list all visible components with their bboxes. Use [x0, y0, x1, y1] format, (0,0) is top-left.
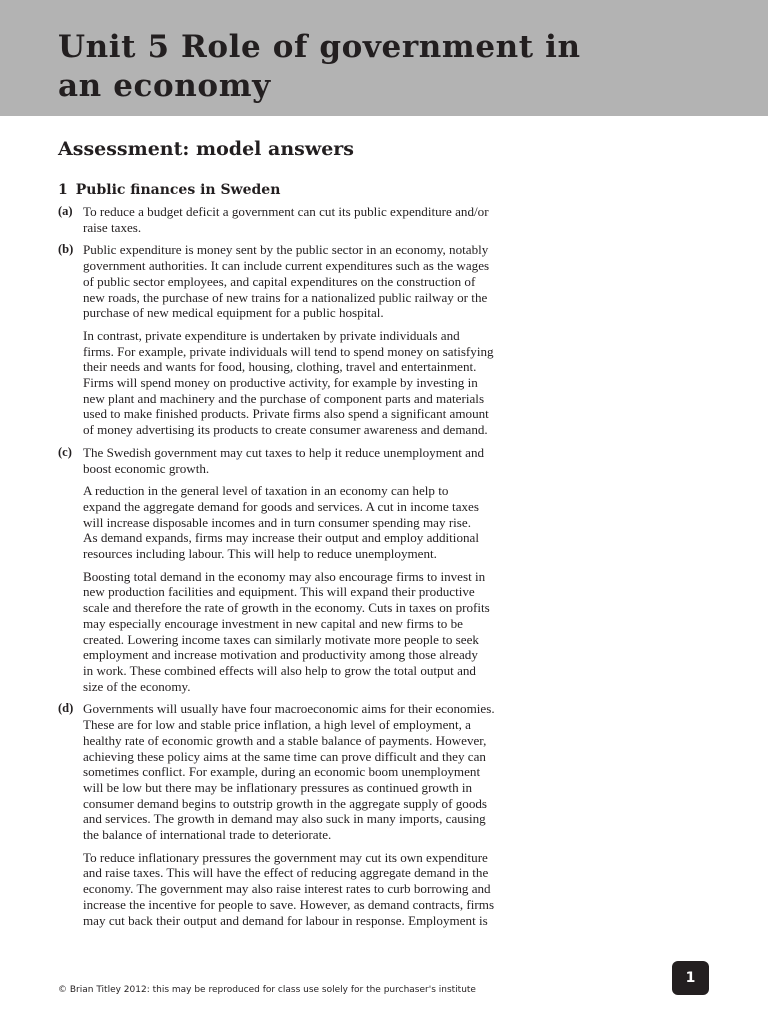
answer-label: (b)	[58, 242, 74, 257]
text-line: Governments will usually have four macroeconomic aims for their economies.	[83, 701, 495, 717]
text-line: their needs and wants for food, housing, clothing, travel and entertainment.	[83, 359, 477, 375]
text-line: expand the aggregate demand for goods and services. A cut in income taxes	[83, 498, 479, 514]
unit-title-line: Unit 5 Role of government in	[58, 29, 581, 65]
answer-paragraph	[83, 204, 558, 235]
text-line: may especially encourage investment in new capital and new firms to be	[83, 615, 463, 631]
answer-paragraph	[83, 569, 558, 695]
text-line: achieving these policy aims at the same time can prove difficult and they can	[83, 748, 486, 764]
text-line: economy. The government may also raise interest rates to curb borrowing and	[83, 881, 491, 897]
answer-item	[58, 242, 558, 437]
text-line: will increase disposable incomes and in turn consumer spending may rise.	[83, 514, 471, 530]
text-line: sometimes conflict. For example, during an economic boom unemployment	[83, 764, 481, 780]
answer-paragraph	[83, 850, 558, 929]
answer-item	[58, 204, 558, 235]
text-line: Public expenditure is money sent by the public sector in an economy, notably	[83, 242, 489, 258]
text-line: Boosting total demand in the economy may also encourage firms to invest in	[83, 568, 486, 584]
question-heading	[58, 180, 280, 200]
answer-paragraph	[83, 328, 558, 438]
text-line: The Swedish government may cut taxes to help it reduce unemployment and	[83, 444, 485, 460]
answers-list	[58, 204, 558, 935]
answer-paragraph	[83, 701, 558, 842]
text-line: scale and therefore the rate of growth in the economy. Cuts in taxes on profits	[83, 600, 490, 616]
text-line: government authorities. It can include current expenditures such as the wages	[83, 258, 490, 274]
text-line: of public sector employees, and capital expenditures on the construction of	[83, 273, 476, 289]
answer-paragraph	[83, 242, 558, 321]
text-line: A reduction in the general level of taxation in an economy can help to	[83, 483, 449, 499]
text-line: size of the economy.	[83, 678, 191, 694]
unit-title-line: an economy	[58, 68, 271, 104]
text-line: raise taxes.	[83, 219, 142, 235]
text-line: created. Lowering income taxes can similarly motivate more people to seek	[83, 631, 479, 647]
text-line: Firms will spend money on productive activity, for example by investing in	[83, 375, 478, 391]
question-title: Public finances in Sweden	[75, 182, 281, 198]
text-line: To reduce a budget deficit a government can cut its public expenditure and/or	[83, 204, 489, 219]
text-line: may cut back their output and demand for labour in response. Employment is	[83, 912, 488, 928]
section-title: Assessment: model answers	[58, 138, 354, 160]
text-line: new plant and machinery and the purchase of component parts and materials	[83, 390, 485, 406]
text-line: of money advertising its products to create consumer awareness and demand.	[83, 422, 488, 438]
text-line: and raise taxes. This will have the effect of reducing aggregate demand in the	[83, 865, 489, 881]
answer-body	[83, 242, 558, 437]
text-line: purchase of new medical equipment for a public hospital.	[83, 305, 384, 321]
text-line: These are for low and stable price inflation, a high level of employment, a	[83, 717, 471, 733]
answer-paragraph	[83, 445, 558, 476]
text-line: employment and increase motivation and productivity among those already	[83, 647, 478, 663]
text-line: resources including labour. This will help to reduce unemployment.	[83, 546, 437, 562]
answer-label: (c)	[58, 444, 72, 459]
answer-item	[58, 445, 558, 695]
text-line: healthy rate of economic growth and a stable balance of payments. However,	[83, 732, 487, 748]
copyright-footer: © Brian Titley 2012: this may be reproduced for class use solely for the purchaser's institute	[58, 985, 476, 995]
question-number: 1	[58, 182, 68, 198]
text-line: consumer demand begins to outstrip growth in the aggregate supply of goods	[83, 795, 488, 811]
text-line: boost economic growth.	[83, 460, 210, 476]
text-line: new roads, the purchase of new trains for a nationalized public railway or the	[83, 289, 488, 305]
text-line: To reduce inflationary pressures the government may cut its own expenditure	[83, 849, 488, 865]
answer-paragraph	[83, 483, 558, 562]
text-line: the balance of international trade to deteriorate.	[83, 827, 332, 843]
unit-title	[58, 28, 698, 106]
answer-item	[58, 701, 558, 928]
answer-label: (d)	[58, 701, 74, 716]
answer-body	[83, 204, 558, 235]
header-band	[0, 0, 768, 116]
text-line: will be low but there may be inflationary pressures as continued growth in	[83, 779, 473, 795]
page-number-badge: 1	[672, 961, 709, 995]
text-line: and services. The growth in demand may also suck in many imports, causing	[83, 811, 486, 827]
text-line: In contrast, private expenditure is undertaken by private individuals and	[83, 327, 460, 343]
text-line: As demand expands, firms may increase their output and employ additional	[83, 530, 479, 546]
answer-body	[83, 701, 558, 928]
text-line: firms. For example, private individuals will tend to spend money on satisfying	[83, 343, 494, 359]
answer-label: (a)	[58, 204, 73, 218]
answer-body	[83, 445, 558, 695]
text-line: increase the incentive for people to save. However, as demand contracts, firms	[83, 896, 495, 912]
text-line: in work. These combined effects will also help to grow the total output and	[83, 662, 476, 678]
text-line: used to make finished products. Private firms also spend a significant amount	[83, 406, 489, 422]
text-line: new production facilities and equipment. This will expand their productive	[83, 584, 475, 600]
